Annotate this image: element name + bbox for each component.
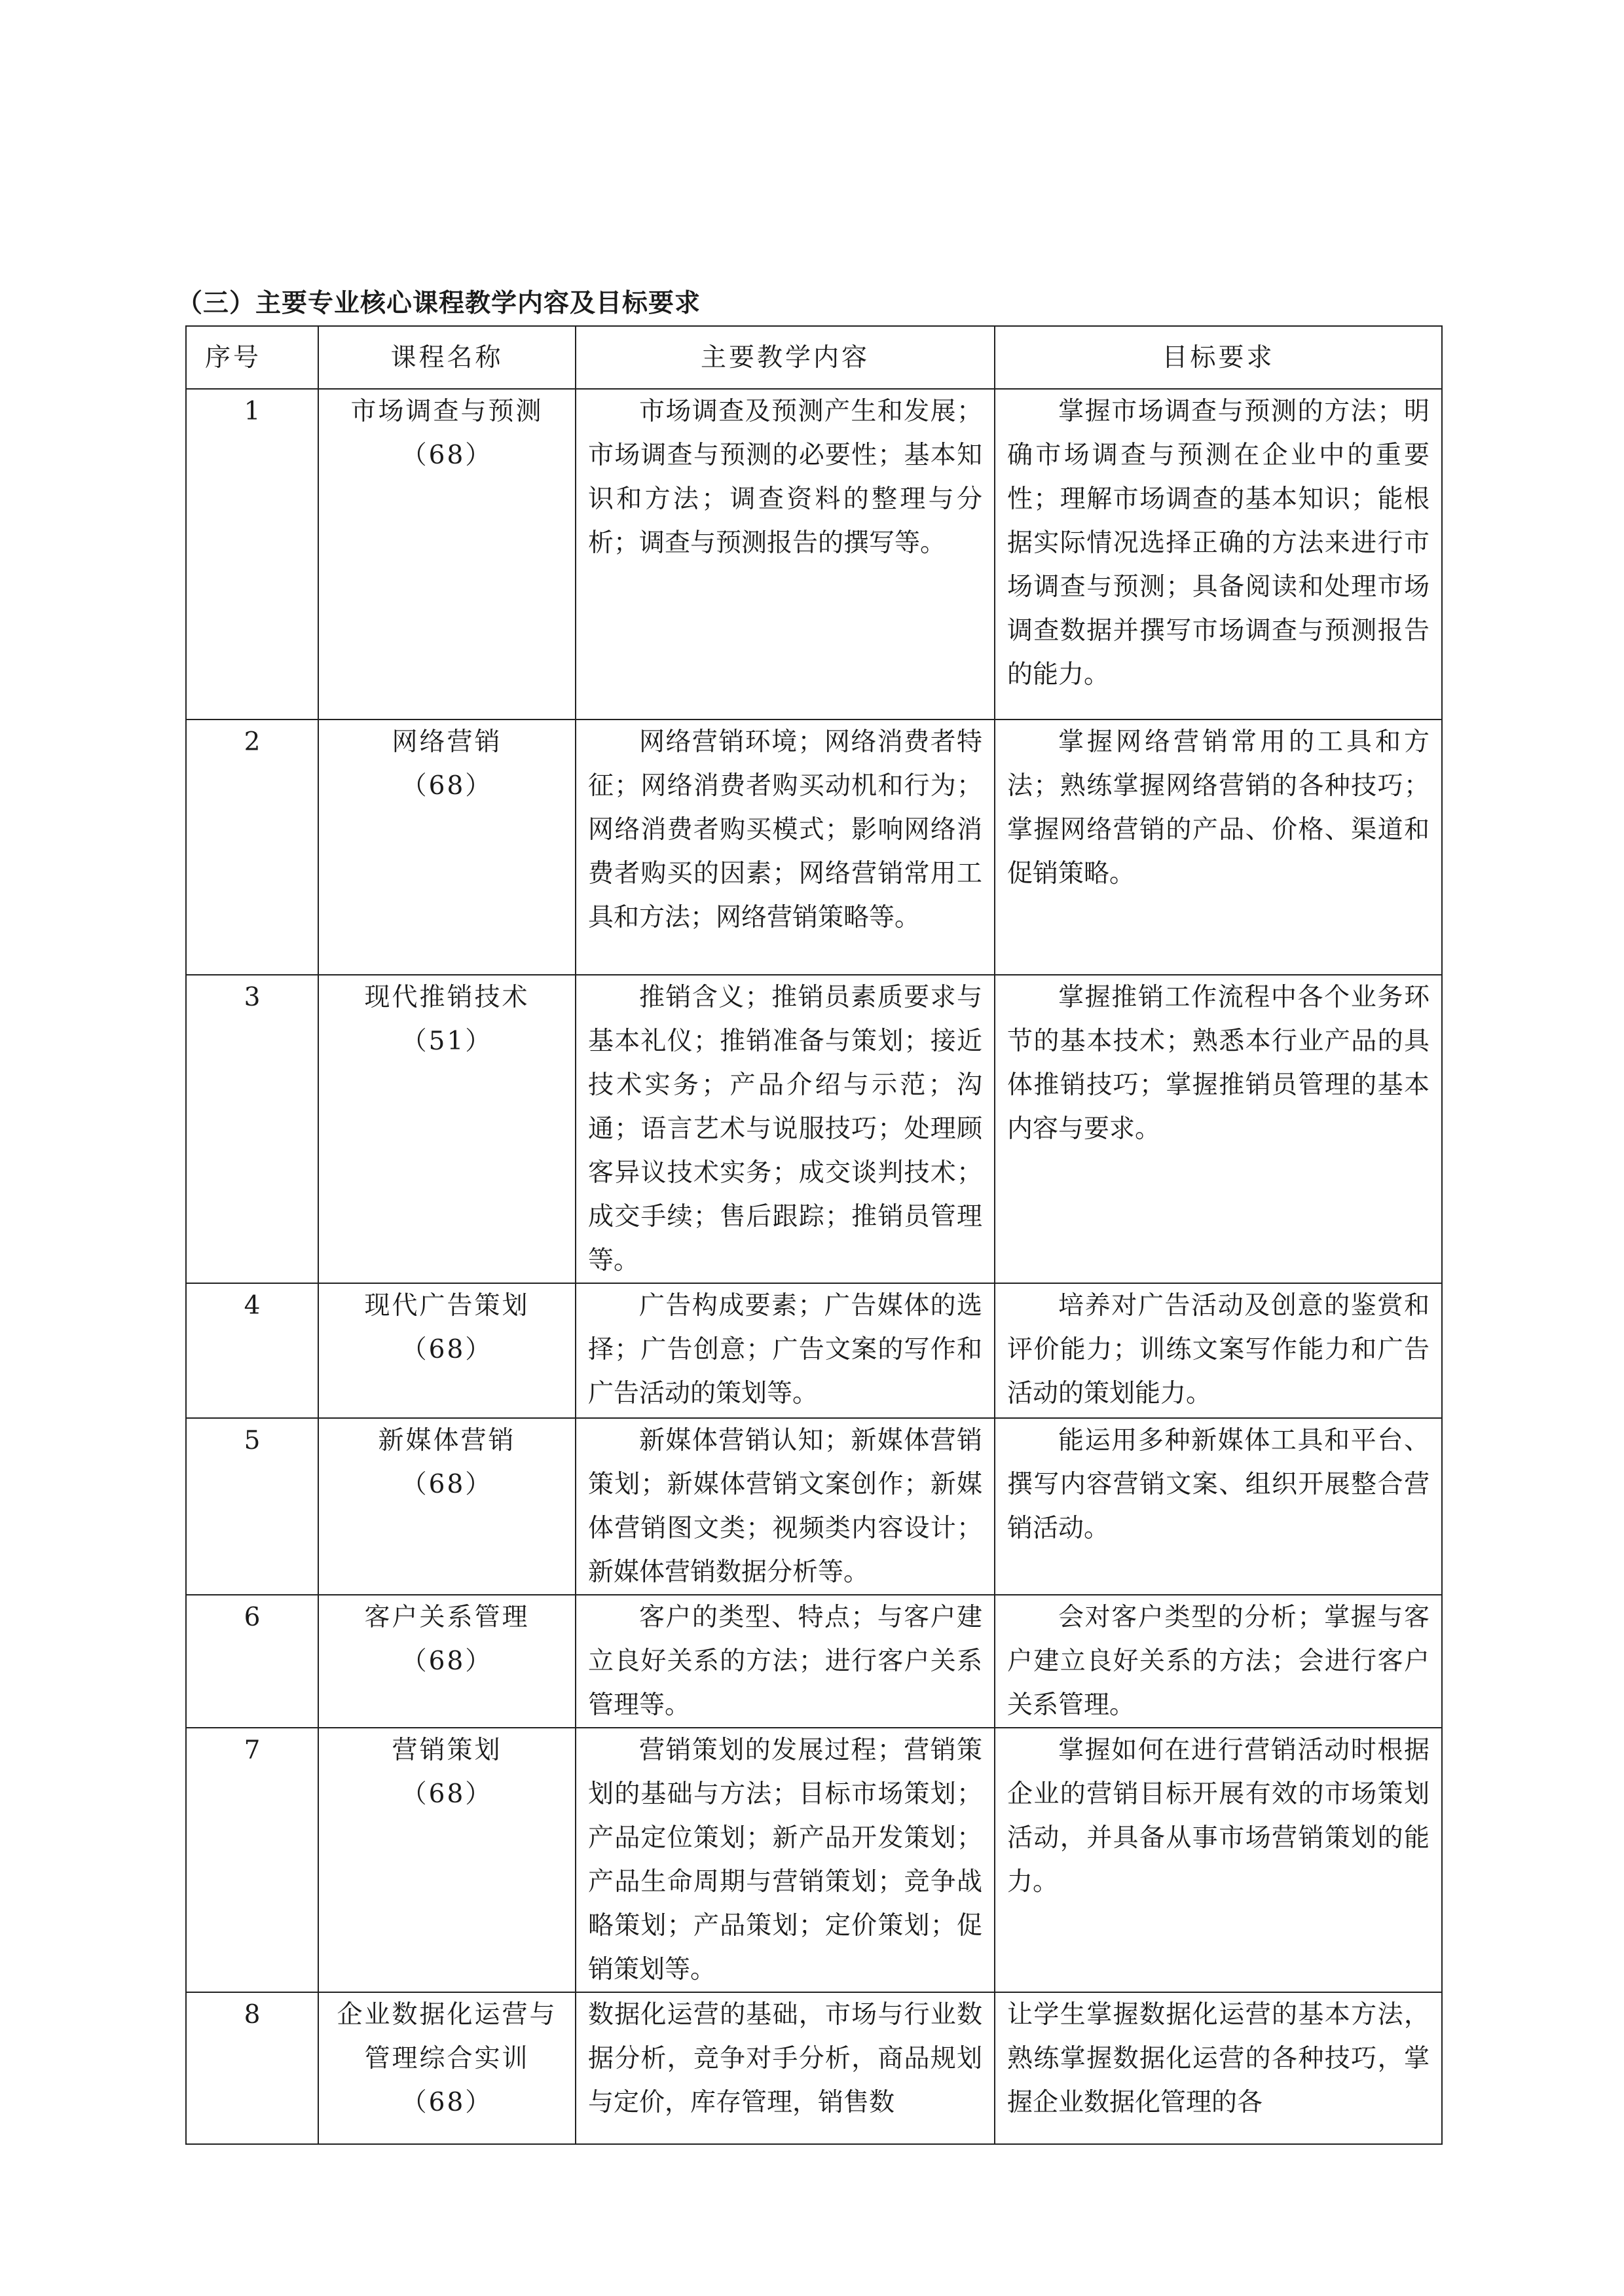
course-content: 网络营销环境；网络消费者特征；网络消费者购买动机和行为；网络消费者购买模式；影响网络消费者购买的因素；网络营销常用工具和方法；网络营销策略等。 bbox=[576, 720, 995, 975]
course-goal: 掌握如何在进行营销活动时根据企业的营销目标开展有效的市场策划活动，并具备从事市场营销策划的能力。 bbox=[995, 1728, 1442, 1992]
course-hours: （68） bbox=[401, 2088, 493, 2117]
course-name: 营销策划 bbox=[392, 1736, 502, 1765]
section-title: （三）主要专业核心课程教学内容及目标要求 bbox=[177, 288, 701, 318]
course-hours: （68） bbox=[401, 1779, 493, 1809]
row-number: 3 bbox=[186, 975, 318, 1283]
course-content: 数据化运营的基础，市场与行业数据分析，竞争对手分析，商品规划与定价，库存管理，销售数 bbox=[576, 1992, 995, 2144]
course-hours: （68） bbox=[401, 1470, 493, 1499]
course-hours: （68） bbox=[401, 1647, 493, 1676]
table-row bbox=[186, 720, 1442, 975]
row-number: 1 bbox=[186, 389, 318, 720]
course-name-cell bbox=[318, 1418, 576, 1595]
header-goal: 目标要求 bbox=[995, 326, 1442, 389]
course-content: 广告构成要素；广告媒体的选择；广告创意；广告文案的写作和广告活动的策划等。 bbox=[576, 1283, 995, 1418]
course-goal: 培养对广告活动及创意的鉴赏和评价能力；训练文案写作能力和广告活动的策划能力。 bbox=[995, 1283, 1442, 1418]
course-goal: 掌握推销工作流程中各个业务环节的基本技术；熟悉本行业产品的具体推销技巧；掌握推销员管理的基本内容与要求。 bbox=[995, 975, 1442, 1283]
course-name-cell bbox=[318, 1283, 576, 1418]
row-number: 5 bbox=[186, 1418, 318, 1595]
course-goal: 掌握网络营销常用的工具和方法；熟练掌握网络营销的各种技巧；掌握网络营销的产品、价格、渠道和促销策略。 bbox=[995, 720, 1442, 975]
course-hours: （68） bbox=[401, 441, 493, 470]
course-goal: 会对客户类型的分析；掌握与客户建立良好关系的方法；会进行客户关系管理。 bbox=[995, 1595, 1442, 1728]
row-number: 8 bbox=[186, 1992, 318, 2144]
table-row bbox=[186, 1992, 1442, 2144]
course-name-cell bbox=[318, 1728, 576, 1992]
course-content: 推销含义；推销员素质要求与基本礼仪；推销准备与策划；接近技术实务；产品介绍与示范；沟通；语言艺术与说服技巧；处理顾客异议技术实务；成交谈判技术；成交手续；售后跟踪；推销员管理等。 bbox=[576, 975, 995, 1283]
course-name: 新媒体营销 bbox=[378, 1426, 516, 1455]
table-row bbox=[186, 1283, 1442, 1418]
table-row bbox=[186, 975, 1442, 1283]
course-name-cell bbox=[318, 1595, 576, 1728]
course-name: 市场调查与预测 bbox=[350, 397, 544, 426]
table-row bbox=[186, 389, 1442, 720]
header-course-name: 课程名称 bbox=[318, 326, 576, 389]
course-content: 新媒体营销认知；新媒体营销策划；新媒体营销文案创作；新媒体营销图文类；视频类内容设计；新媒体营销数据分析等。 bbox=[576, 1418, 995, 1595]
course-name: 企业数据化运营与管理综合实训 bbox=[337, 2000, 557, 2073]
course-content: 客户的类型、特点；与客户建立良好关系的方法；进行客户关系管理等。 bbox=[576, 1595, 995, 1728]
table-row bbox=[186, 1728, 1442, 1992]
course-hours: （68） bbox=[401, 771, 493, 801]
table-row bbox=[186, 1595, 1442, 1728]
table-row bbox=[186, 1418, 1442, 1595]
course-hours: （51） bbox=[401, 1027, 493, 1056]
course-table bbox=[185, 325, 1443, 2145]
row-number: 2 bbox=[186, 720, 318, 975]
course-content: 营销策划的发展过程；营销策划的基础与方法；目标市场策划；产品定位策划；新产品开发策划；产品生命周期与营销策划；竞争战略策划；产品策划；定价策划；促销策划等。 bbox=[576, 1728, 995, 1992]
table-header-row bbox=[186, 326, 1442, 389]
row-number: 6 bbox=[186, 1595, 318, 1728]
course-hours: （68） bbox=[401, 1335, 493, 1364]
course-goal: 能运用多种新媒体工具和平台、撰写内容营销文案、组织开展整合营销活动。 bbox=[995, 1418, 1442, 1595]
course-name: 现代广告策划 bbox=[364, 1291, 530, 1321]
course-name-cell bbox=[318, 389, 576, 720]
course-name-cell bbox=[318, 1992, 576, 2144]
row-number: 4 bbox=[186, 1283, 318, 1418]
course-goal: 掌握市场调查与预测的方法；明确市场调查与预测在企业中的重要性；理解市场调查的基本知识；能根据实际情况选择正确的方法来进行市场调查与预测；具备阅读和处理市场调查数据并撰写市场调查与预测报告的能力。 bbox=[995, 389, 1442, 720]
course-content: 市场调查及预测产生和发展；市场调查与预测的必要性；基本知识和方法；调查资料的整理与分析；调查与预测报告的撰写等。 bbox=[576, 389, 995, 720]
header-content: 主要教学内容 bbox=[576, 326, 995, 389]
course-name: 客户关系管理 bbox=[364, 1603, 530, 1632]
course-name: 网络营销 bbox=[392, 727, 502, 757]
row-number: 7 bbox=[186, 1728, 318, 1992]
header-no: 序号 bbox=[186, 326, 318, 389]
course-goal: 让学生掌握数据化运营的基本方法，熟练掌握数据化运营的各种技巧，掌握企业数据化管理的各 bbox=[995, 1992, 1442, 2144]
course-name-cell bbox=[318, 975, 576, 1283]
course-name-cell bbox=[318, 720, 576, 975]
course-name: 现代推销技术 bbox=[364, 983, 530, 1012]
